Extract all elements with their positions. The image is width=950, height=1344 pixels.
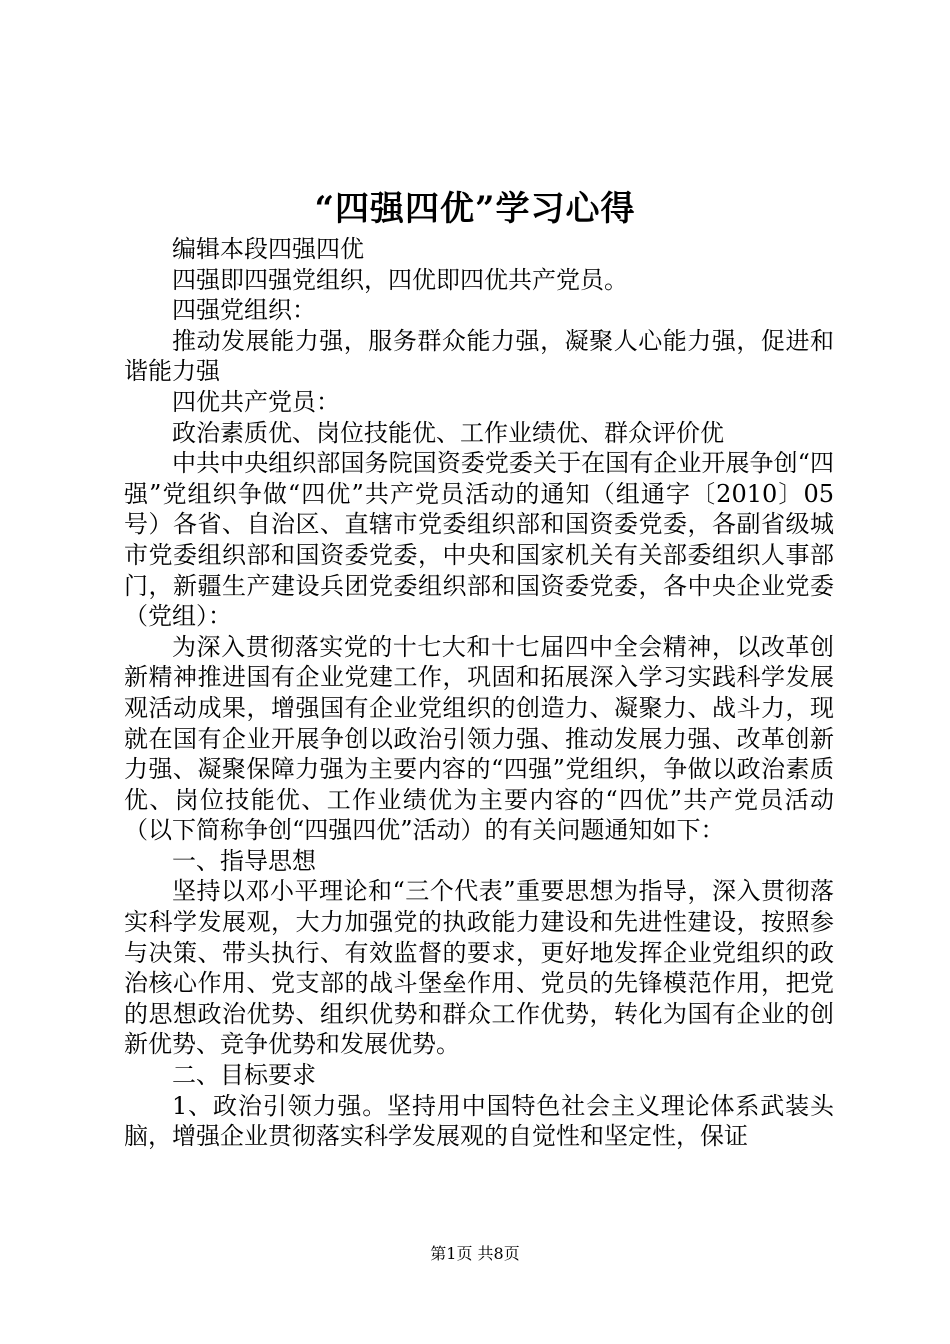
section-heading: 二、目标要求 — [172, 1061, 316, 1090]
paragraph: 编辑本段四强四优 — [172, 235, 364, 263]
page-footer: 第1页 共8页 — [430, 1244, 520, 1263]
paragraph: 四强即四强党组织，四优即四优共产党员。 — [172, 265, 628, 294]
document-body — [124, 234, 834, 1152]
document-title: “四强四优”学习心得 — [314, 189, 636, 229]
paragraph: 四优共产党员： — [172, 387, 340, 416]
paragraph: 为深入贯彻落实党的十七大和十七届四中全会精神，以改革创新精神推进国有企业党建工作，巩固和拓展深入学习实践科学发展观活动成果，增强国有企业党组织的创造力、凝聚力、战斗力，现就在国有企业开展争创以政治引领力强、推动发展力强、改革创新力强、凝聚保障力强为主要内容的“四强”党组织，争做以政治素质优、岗位技能优、工作业绩优为主要内容的“四优”共产党员活动（以下简称争创“四强四优”活动）的有关问题通知如下： — [124, 632, 834, 845]
paragraph: 坚持以邓小平理论和“三个代表”重要思想为指导，深入贯彻落实科学发展观，大力加强党的执政能力建设和先进性建设，按照参与决策、带头执行、有效监督的要求，更好地发挥企业党组织的政治核心作用、党支部的战斗堡垒作用、党员的先锋模范作用，把党的思想政治优势、组织优势和群众工作优势，转化为国有企业的创新优势、竞争优势和发展优势。 — [124, 877, 834, 1059]
paragraph: 推动发展能力强，服务群众能力强，凝聚人心能力强，促进和谐能力强 — [124, 326, 834, 386]
paragraph: 四强党组织： — [172, 296, 316, 325]
paragraph: 政治素质优、岗位技能优、工作业绩优、群众评价优 — [172, 418, 724, 447]
section-heading: 一、指导思想 — [172, 846, 316, 875]
paragraph: 中共中央组织部国务院国资委党委关于在国有企业开展争创“四强”党组织争做“四优”共产党员活动的通知（组通字〔2010〕05号）各省、自治区、直辖市党委组织部和国资委党委，各副省级城市党委组织部和国资委党委，中央和国家机关有关部委组织人事部门，新疆生产建设兵团党委组织部和国资委党委，各中央企业党委（党组）： — [124, 449, 834, 631]
paragraph: 1、政治引领力强。坚持用中国特色社会主义理论体系武装头脑，增强企业贯彻落实科学发展观的自觉性和坚定性，保证 — [124, 1091, 834, 1151]
